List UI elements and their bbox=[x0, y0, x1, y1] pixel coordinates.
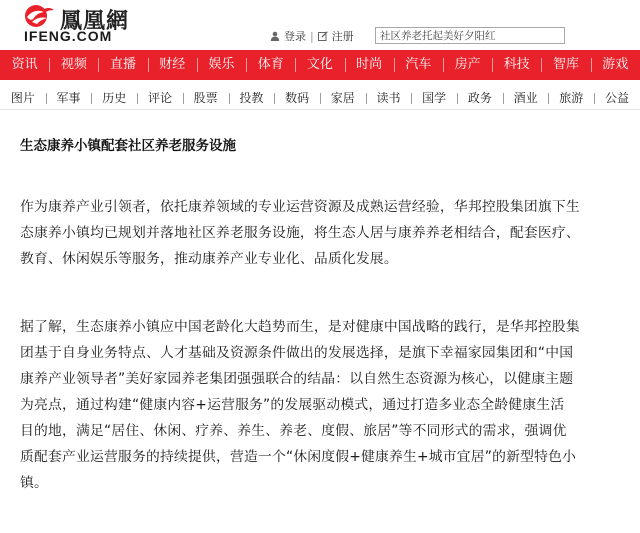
nav-sub-item-0[interactable]: 图片 bbox=[10, 90, 35, 105]
logo-english-text: IFENG.COM bbox=[24, 28, 113, 44]
nav-main-item-12[interactable]: 游戏 bbox=[591, 50, 640, 80]
paragraph-line: 据了解，生态康养小镇应中国老龄化大趋势而生，是对健康中国战略的践行，是华邦控股集 bbox=[20, 319, 580, 335]
nav-main-item-5[interactable]: 体育 bbox=[246, 50, 295, 80]
nav-sub-item-3[interactable]: 评论 bbox=[137, 86, 183, 110]
user-icon bbox=[270, 31, 280, 41]
paragraph-line: 目的地，满足“居住、休闲、疗养、养生、养老、度假、旅居”等不同形式的需求，强调优 bbox=[20, 423, 567, 439]
site-header bbox=[0, 0, 640, 48]
nav-sub-item-12[interactable]: 旅游 bbox=[548, 86, 594, 110]
nav-sub-item-4[interactable]: 股票 bbox=[183, 86, 229, 110]
search-input[interactable]: 社区养老托起美好夕阳红 bbox=[375, 27, 565, 44]
article-paragraph-1 bbox=[20, 194, 630, 272]
nav-sub-item-13[interactable]: 公益 bbox=[594, 86, 640, 110]
ifeng-logo[interactable] bbox=[22, 4, 172, 46]
nav-sub-item-1[interactable]: 军事 bbox=[46, 86, 92, 110]
paragraph-line: 康养产业领导者”美好家园养老集团强强联合的结晶：以自然生态资源为核心，以健康主题 bbox=[20, 371, 574, 387]
nav-sub-item-2[interactable]: 历史 bbox=[91, 86, 137, 110]
nav-main-item-0[interactable]: 资讯 bbox=[11, 57, 38, 72]
nav-main-item-1[interactable]: 视频 bbox=[49, 50, 98, 80]
register-link[interactable]: 注册 bbox=[331, 30, 354, 43]
login-link[interactable]: 登录 bbox=[284, 30, 306, 43]
user-bar bbox=[270, 27, 354, 45]
article-paragraph-2 bbox=[20, 314, 630, 496]
nav-main-item-9[interactable]: 房产 bbox=[443, 50, 492, 80]
paragraph-line: 为亮点，通过构建“健康内容+运营服务”的发展驱动模式，通过打造多业态全龄健康生活 bbox=[20, 397, 565, 413]
nav-main-item-11[interactable]: 智库 bbox=[541, 50, 590, 80]
paragraph-line: 态康养小镇均已规划并落地社区养老服务设施，将生态人居与康养养老相结合，配套医疗、 bbox=[20, 225, 580, 241]
logo-chinese-text: 鳳凰網 bbox=[60, 8, 130, 34]
main-channel-nav bbox=[0, 50, 640, 80]
paragraph-line: 镇。 bbox=[20, 475, 48, 491]
nav-sub-item-5[interactable]: 投教 bbox=[229, 86, 275, 110]
nav-sub-item-11[interactable]: 酒业 bbox=[503, 86, 549, 110]
nav-main-item-4[interactable]: 娱乐 bbox=[197, 50, 246, 80]
sub-channel-nav bbox=[0, 86, 640, 110]
paragraph-line: 教育、休闲娱乐等服务，推动康养产业专业化、品质化发展。 bbox=[20, 251, 398, 267]
nav-main-item-7[interactable]: 时尚 bbox=[345, 50, 394, 80]
nav-sub-item-10[interactable]: 政务 bbox=[457, 86, 503, 110]
nav-sub-item-6[interactable]: 数码 bbox=[274, 86, 320, 110]
edit-icon bbox=[318, 31, 328, 41]
nav-sub-item-9[interactable]: 国学 bbox=[411, 86, 457, 110]
article-title: 生态康养小镇配套社区养老服务设施 bbox=[20, 138, 236, 154]
nav-main-item-10[interactable]: 科技 bbox=[492, 50, 541, 80]
nav-main-item-8[interactable]: 汽车 bbox=[394, 50, 443, 80]
nav-sub-item-7[interactable]: 家居 bbox=[320, 86, 366, 110]
phoenix-logo-icon bbox=[22, 4, 56, 28]
nav-main-item-3[interactable]: 财经 bbox=[148, 50, 197, 80]
separator: | bbox=[310, 29, 314, 43]
paragraph-line: 质配套产业运营服务的持续提供，营造一个“休闲度假+健康养生+城市宜居”的新型特色小 bbox=[20, 449, 577, 465]
nav-main-item-6[interactable]: 文化 bbox=[295, 50, 344, 80]
nav-main-item-2[interactable]: 直播 bbox=[98, 50, 147, 80]
nav-sub-item-8[interactable]: 读书 bbox=[366, 86, 412, 110]
paragraph-line: 作为康养产业引领者，依托康养领域的专业运营资源及成熟运营经验，华邦控股集团旗下生 bbox=[20, 199, 580, 215]
paragraph-line: 团基于自身业务特点、人才基础及资源条件做出的发展选择，是旗下幸福家园集团和“中国 bbox=[20, 345, 574, 361]
